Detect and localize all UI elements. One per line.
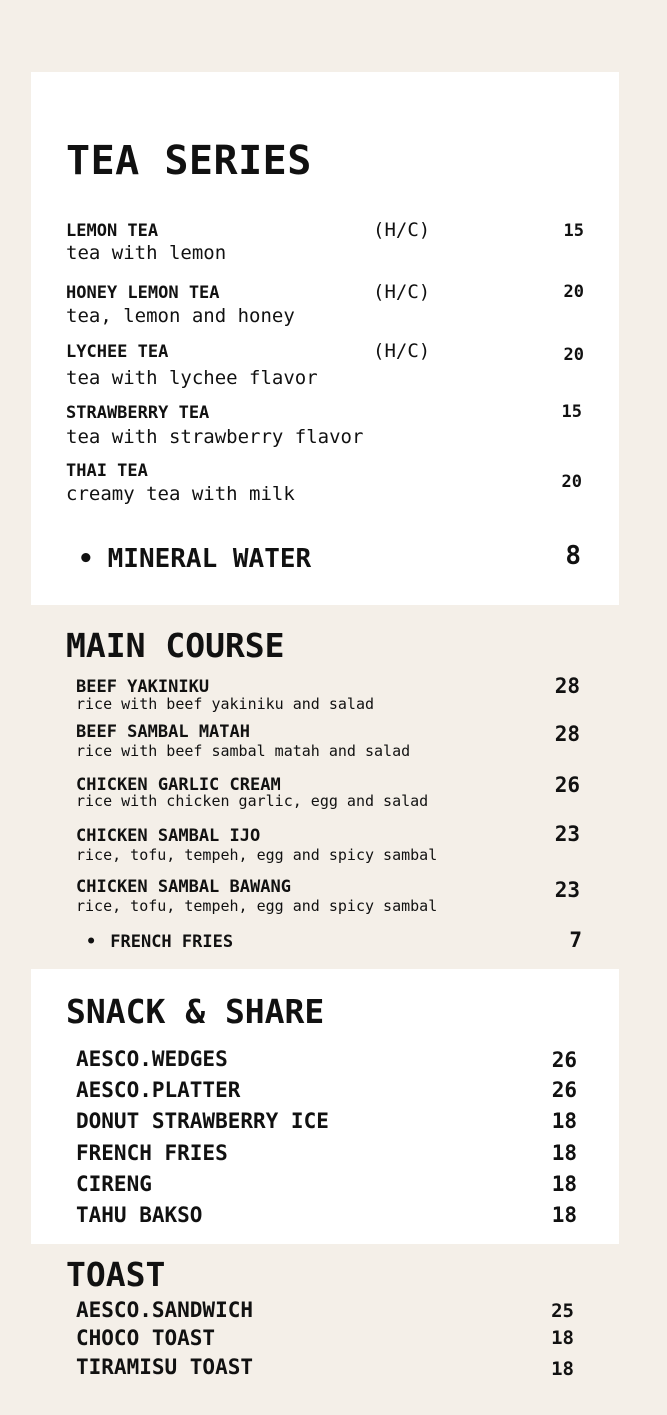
section-title-main: MAIN COURSE: [66, 626, 285, 665]
item-desc: rice with chicken garlic, egg and salad: [76, 792, 429, 810]
item-tag: (H/C): [373, 281, 431, 303]
item-name: CHOCO TOAST: [76, 1326, 216, 1350]
item-price: 18: [551, 1203, 577, 1227]
item-price: 23: [554, 822, 580, 846]
item-price: 25: [551, 1300, 574, 1322]
item-desc: rice, tofu, tempeh, egg and spicy sambal: [76, 897, 438, 915]
item-price: 20: [563, 345, 584, 365]
item-name: BEEF SAMBAL MATAH: [76, 722, 250, 742]
item-tag: (H/C): [373, 340, 431, 362]
item-name: AESCO.PLATTER: [76, 1078, 241, 1102]
item-desc: rice with beef sambal matah and salad: [76, 742, 411, 760]
item-price: 15: [561, 402, 582, 422]
item-name: AESCO.WEDGES: [76, 1047, 228, 1071]
item-name: THAI TEA: [66, 461, 148, 481]
item-desc: creamy tea with milk: [66, 483, 295, 505]
item-desc: tea with lychee flavor: [66, 367, 318, 389]
item-name: HONEY LEMON TEA: [66, 283, 220, 303]
item-price: 20: [563, 282, 584, 302]
item-name: FRENCH FRIES: [76, 1141, 228, 1165]
item-desc: tea with strawberry flavor: [66, 426, 364, 448]
extra-item-name: • FRENCH FRIES: [86, 932, 233, 952]
extra-item-name: • MINERAL WATER: [78, 544, 311, 574]
item-name: TAHU BAKSO: [76, 1203, 203, 1227]
section-title-toast: TOAST: [66, 1255, 166, 1294]
item-name: TIRAMISU TOAST: [76, 1355, 254, 1379]
item-price: 18: [551, 1358, 574, 1380]
item-price: 26: [551, 1048, 577, 1072]
item-price: 15: [563, 221, 584, 241]
item-price: 28: [554, 674, 580, 698]
item-name: CHICKEN GARLIC CREAM: [76, 775, 281, 795]
item-price: 20: [561, 472, 582, 492]
item-price: 26: [554, 773, 580, 797]
item-name: AESCO.SANDWICH: [76, 1298, 254, 1322]
extra-item-price: 7: [569, 928, 582, 952]
item-name: DONUT STRAWBERRY ICE: [76, 1109, 329, 1133]
item-name: CHICKEN SAMBAL BAWANG: [76, 877, 291, 897]
item-name: BEEF YAKINIKU: [76, 677, 210, 697]
item-desc: rice with beef yakiniku and salad: [76, 695, 375, 713]
item-price: 23: [554, 878, 580, 902]
item-price: 18: [551, 1109, 577, 1133]
extra-item-price: 8: [565, 541, 581, 571]
item-desc: rice, tofu, tempeh, egg and spicy sambal: [76, 846, 438, 864]
item-name: CHICKEN SAMBAL IJO: [76, 826, 261, 846]
item-price: 26: [551, 1078, 577, 1102]
item-desc: tea with lemon: [66, 242, 227, 264]
item-name: LYCHEE TEA: [66, 342, 169, 362]
section-title-tea: TEA SERIES: [66, 138, 312, 184]
item-name: CIRENG: [76, 1172, 152, 1196]
item-desc: tea, lemon and honey: [66, 305, 295, 327]
section-title-snack: SNACK & SHARE: [66, 992, 325, 1031]
item-price: 18: [551, 1327, 574, 1349]
item-name: LEMON TEA: [66, 221, 159, 241]
item-price: 28: [554, 722, 580, 746]
item-price: 18: [551, 1172, 577, 1196]
item-name: STRAWBERRY TEA: [66, 403, 210, 423]
item-price: 18: [551, 1141, 577, 1165]
item-tag: (H/C): [373, 219, 431, 241]
